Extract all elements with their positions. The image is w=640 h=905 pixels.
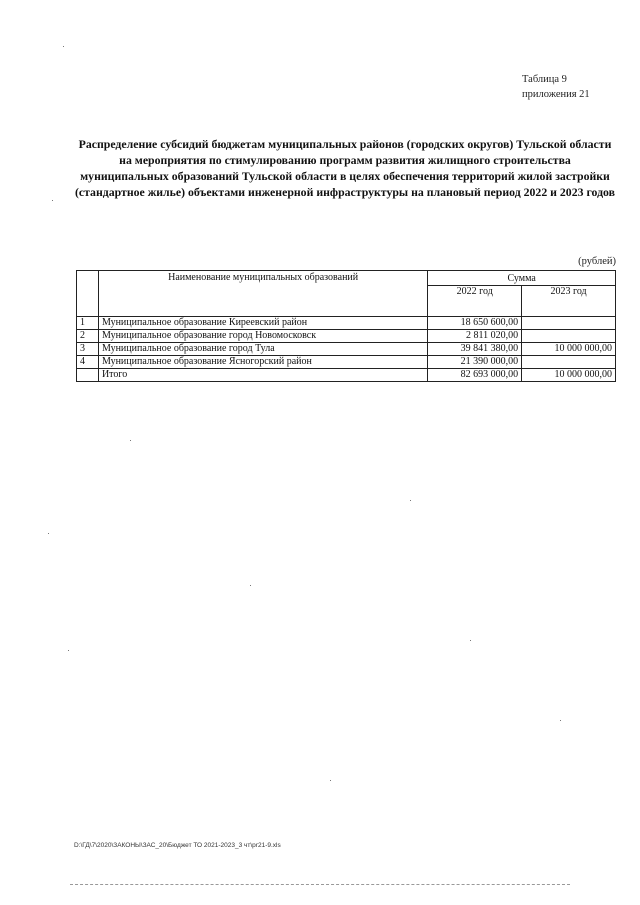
row-number: 2 — [77, 330, 99, 343]
header-year-2022: 2022 год — [428, 286, 522, 317]
appendix-reference: приложения 21 — [522, 89, 590, 100]
header-year-2023: 2023 год — [522, 286, 616, 317]
scan-speck — [68, 650, 69, 651]
scan-speck — [130, 440, 131, 441]
table-reference — [522, 72, 590, 102]
scan-speck — [410, 500, 411, 501]
row-2023 — [522, 356, 616, 369]
row-2022: 39 841 380,00 — [428, 343, 522, 356]
table-row — [77, 317, 616, 330]
scan-edge-line — [70, 884, 570, 885]
row-number: 3 — [77, 343, 99, 356]
table-row — [77, 343, 616, 356]
scan-speck — [63, 46, 64, 47]
row-name: Муниципальное образование город Тула — [98, 343, 427, 356]
header-number-cell — [77, 271, 99, 317]
file-path-footer: D:\ГД\7\2020\ЗАКОНЫ\ЗАС_20\Бюджет ТО 2021-2023_3 чт\pr21-9.xls — [74, 842, 281, 849]
row-2023: 10 000 000,00 — [522, 343, 616, 356]
table-number: Таблица 9 — [522, 74, 567, 85]
row-number: 1 — [77, 317, 99, 330]
row-2023 — [522, 317, 616, 330]
header-name: Наименование муниципальных образований — [98, 271, 427, 317]
scan-speck — [52, 200, 53, 201]
scan-speck — [560, 720, 561, 721]
total-2023: 10 000 000,00 — [522, 369, 616, 382]
row-2022: 18 650 600,00 — [428, 317, 522, 330]
total-label: Итого — [98, 369, 427, 382]
document-title: Распределение субсидий бюджетам муниципальных районов (городских округов) Тульской области на мероприятия по стимулированию программ развития жилищного строительства муниципальных образований Тульской области в целях обеспечения территорий жилой застройки (стандартное жилье) объектами инженерной инфраструктуры на плановый период 2022 и 2023 годов — [74, 137, 616, 199]
scan-speck — [470, 640, 471, 641]
table-total-row — [77, 369, 616, 382]
scan-speck — [330, 780, 331, 781]
row-name: Муниципальное образование Киреевский район — [98, 317, 427, 330]
row-2023 — [522, 330, 616, 343]
table-row — [77, 356, 616, 369]
subsidy-table — [76, 270, 616, 382]
table-row — [77, 330, 616, 343]
row-number: 4 — [77, 356, 99, 369]
unit-label: (рублей) — [578, 256, 616, 267]
scan-speck — [250, 585, 251, 586]
row-2022: 21 390 000,00 — [428, 356, 522, 369]
row-name: Муниципальное образование город Новомосковск — [98, 330, 427, 343]
total-number-cell — [77, 369, 99, 382]
total-2022: 82 693 000,00 — [428, 369, 522, 382]
row-2022: 2 811 020,00 — [428, 330, 522, 343]
header-sum: Сумма — [428, 271, 616, 286]
scan-speck — [48, 533, 49, 534]
row-name: Муниципальное образование Ясногорский район — [98, 356, 427, 369]
